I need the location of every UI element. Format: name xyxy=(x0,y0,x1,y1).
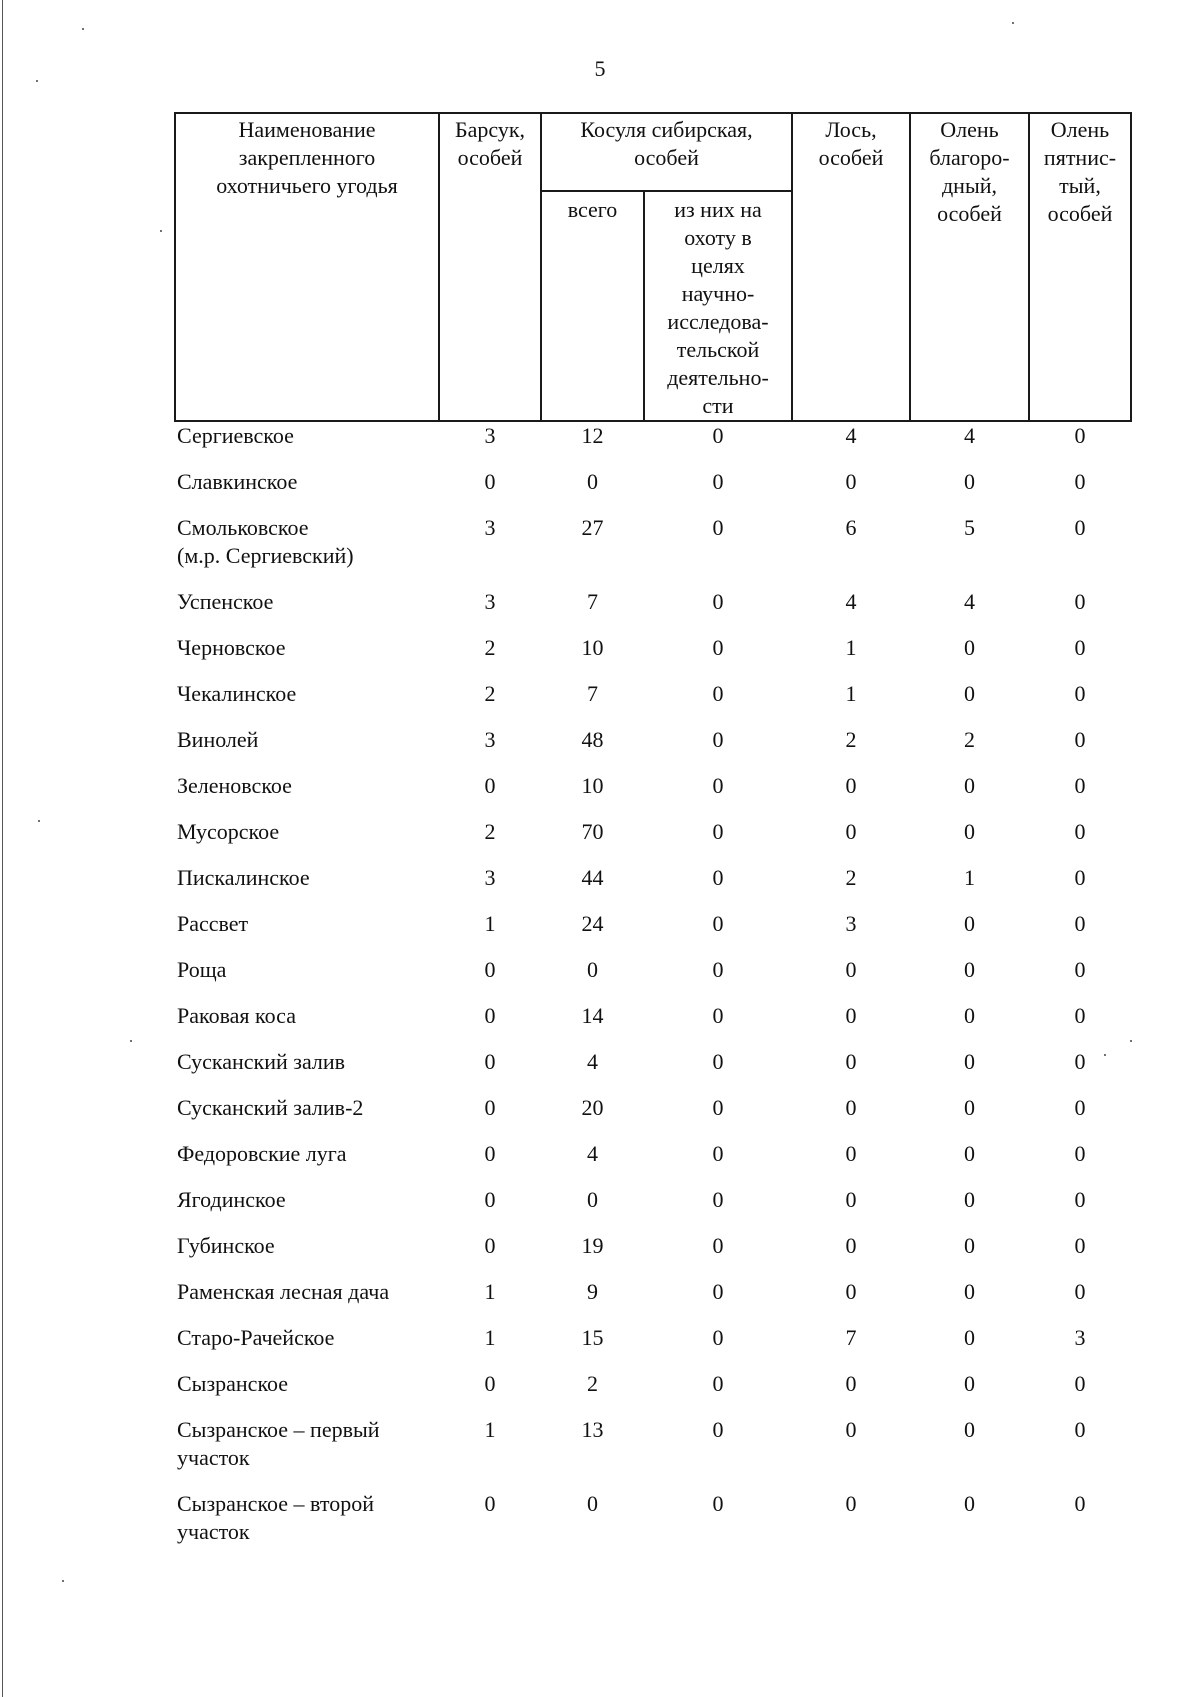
red-deer-cell: 0 xyxy=(964,1049,975,1074)
sika-deer-cell: 3 xyxy=(1074,1325,1086,1350)
page-number: 5 xyxy=(594,56,606,81)
roe-total-cell: 0 xyxy=(587,469,598,494)
roe-total-cell: 20 xyxy=(581,1095,604,1120)
table-row xyxy=(175,864,1131,910)
header-ground-name: Наименование закрепленного охотничьего угодья xyxy=(175,113,439,421)
badger-cell: 0 xyxy=(484,1491,496,1516)
ground-name-cell: Губинское xyxy=(177,1233,275,1258)
roe-research-cell: 0 xyxy=(712,1049,724,1074)
table-row xyxy=(175,1278,1131,1324)
roe-total-cell: 15 xyxy=(581,1325,604,1350)
sika-deer-cell: 0 xyxy=(1074,1417,1086,1442)
table-row xyxy=(175,588,1131,634)
roe-research-cell: 0 xyxy=(712,1233,724,1258)
scan-speck xyxy=(38,820,40,822)
moose-cell: 4 xyxy=(845,589,857,614)
roe-research-cell: 0 xyxy=(712,589,724,614)
ground-name-cell: Старо-Рачейское xyxy=(177,1325,335,1350)
roe-total-cell: 14 xyxy=(581,1003,604,1028)
roe-total-cell: 48 xyxy=(581,727,604,752)
sika-deer-cell: 0 xyxy=(1074,681,1086,706)
roe-research-cell: 0 xyxy=(712,635,724,660)
roe-research-cell: 0 xyxy=(712,1141,724,1166)
red-deer-cell: 2 xyxy=(964,727,975,752)
roe-research-cell: 0 xyxy=(712,1095,724,1120)
ground-name-cell: Федоровские луга xyxy=(177,1141,347,1166)
scan-speck xyxy=(130,1040,132,1042)
moose-cell: 2 xyxy=(845,865,857,890)
moose-cell: 0 xyxy=(845,1417,857,1442)
table-row xyxy=(175,910,1131,956)
moose-cell: 0 xyxy=(845,1491,857,1516)
table-row xyxy=(175,1416,1131,1490)
ground-name-cell: Зеленовское xyxy=(177,773,292,798)
ground-name-cell: Ягодинское xyxy=(177,1187,286,1212)
scan-speck xyxy=(160,230,162,232)
table-row xyxy=(175,634,1131,680)
table-row xyxy=(175,1002,1131,1048)
roe-research-cell: 0 xyxy=(712,1325,724,1350)
sika-deer-cell: 0 xyxy=(1074,515,1086,540)
table-row xyxy=(175,1140,1131,1186)
sika-deer-cell: 0 xyxy=(1074,865,1086,890)
hunting-grounds-table xyxy=(174,112,1132,1564)
red-deer-cell: 5 xyxy=(964,515,975,540)
badger-cell: 0 xyxy=(484,1187,496,1212)
roe-research-cell: 0 xyxy=(712,1003,724,1028)
moose-cell: 0 xyxy=(845,1003,857,1028)
ground-name-cell: Раковая коса xyxy=(177,1003,296,1028)
roe-total-cell: 0 xyxy=(587,957,598,982)
badger-cell: 2 xyxy=(484,819,496,844)
roe-total-cell: 24 xyxy=(581,911,604,936)
roe-total-cell: 12 xyxy=(581,423,604,448)
roe-total-cell: 7 xyxy=(587,681,598,706)
roe-research-cell: 0 xyxy=(712,1491,724,1516)
sika-deer-cell: 0 xyxy=(1074,1279,1086,1304)
badger-cell: 3 xyxy=(484,589,496,614)
moose-cell: 0 xyxy=(845,773,857,798)
red-deer-cell: 0 xyxy=(964,681,975,706)
roe-research-cell: 0 xyxy=(712,957,724,982)
table-row xyxy=(175,1186,1131,1232)
table-row xyxy=(175,1324,1131,1370)
table-row xyxy=(175,1232,1131,1278)
sika-deer-cell: 0 xyxy=(1074,1491,1086,1516)
roe-total-cell: 10 xyxy=(581,635,604,660)
moose-cell: 1 xyxy=(845,681,857,706)
table-row xyxy=(175,1094,1131,1140)
sika-deer-cell: 0 xyxy=(1074,423,1086,448)
page-left-edge-line xyxy=(2,0,3,1697)
moose-cell: 0 xyxy=(845,1141,857,1166)
badger-cell: 2 xyxy=(484,635,496,660)
sika-deer-cell: 0 xyxy=(1074,1049,1086,1074)
header-badger: Барсук, особей xyxy=(439,113,541,421)
table-row xyxy=(175,772,1131,818)
moose-cell: 0 xyxy=(845,1095,857,1120)
sika-deer-cell: 0 xyxy=(1074,1141,1086,1166)
moose-cell: 2 xyxy=(845,727,857,752)
red-deer-cell: 0 xyxy=(964,1279,975,1304)
table-row xyxy=(175,956,1131,1002)
badger-cell: 3 xyxy=(484,727,496,752)
table-row xyxy=(175,468,1131,514)
badger-cell: 3 xyxy=(484,423,496,448)
ground-name-cell: Чекалинское xyxy=(177,681,297,706)
badger-cell: 0 xyxy=(484,1095,496,1120)
roe-research-cell: 0 xyxy=(712,727,724,752)
red-deer-cell: 0 xyxy=(964,957,975,982)
roe-research-cell: 0 xyxy=(712,1417,724,1442)
header-sika-deer: Олень пятнис- тый, особей xyxy=(1029,113,1131,421)
roe-total-cell: 70 xyxy=(581,819,604,844)
sika-deer-cell: 0 xyxy=(1074,1233,1086,1258)
roe-total-cell: 2 xyxy=(587,1371,598,1396)
ground-name-cell: Рассвет xyxy=(177,911,249,936)
table-row xyxy=(175,1370,1131,1416)
red-deer-cell: 0 xyxy=(964,1233,975,1258)
badger-cell: 0 xyxy=(484,1233,496,1258)
badger-cell: 1 xyxy=(484,1325,496,1350)
ground-name-cell: Сызранское – второй участок xyxy=(177,1491,374,1544)
table-row xyxy=(175,1490,1131,1564)
roe-research-cell: 0 xyxy=(712,865,724,890)
red-deer-cell: 0 xyxy=(964,1491,975,1516)
moose-cell: 0 xyxy=(845,1049,857,1074)
ground-name-cell: Сергиевское xyxy=(177,423,294,448)
badger-cell: 1 xyxy=(484,1417,496,1442)
red-deer-cell: 0 xyxy=(964,1417,975,1442)
moose-cell: 0 xyxy=(845,1279,857,1304)
ground-name-cell: Сусканский залив xyxy=(177,1049,346,1074)
sika-deer-cell: 0 xyxy=(1074,1371,1086,1396)
moose-cell: 3 xyxy=(845,911,857,936)
moose-cell: 0 xyxy=(845,469,857,494)
sika-deer-cell: 0 xyxy=(1074,773,1086,798)
roe-research-cell: 0 xyxy=(712,1371,724,1396)
roe-total-cell: 10 xyxy=(581,773,604,798)
ground-name-cell: Успенское xyxy=(177,589,274,614)
red-deer-cell: 0 xyxy=(964,1141,975,1166)
badger-cell: 1 xyxy=(484,1279,496,1304)
table-row xyxy=(175,818,1131,864)
badger-cell: 0 xyxy=(484,773,496,798)
ground-name-cell: Черновское xyxy=(177,635,286,660)
roe-total-cell: 7 xyxy=(587,589,598,614)
header-roe-research: из них на охоту в целях научно- исследова- тельской деятельно- сти xyxy=(644,191,792,421)
badger-cell: 0 xyxy=(484,1141,496,1166)
sika-deer-cell: 0 xyxy=(1074,911,1086,936)
red-deer-cell: 0 xyxy=(964,1371,975,1396)
ground-name-cell: Сызранское – первый участок xyxy=(177,1417,380,1470)
moose-cell: 0 xyxy=(845,1371,857,1396)
sika-deer-cell: 0 xyxy=(1074,957,1086,982)
roe-total-cell: 4 xyxy=(587,1049,598,1074)
roe-total-cell: 27 xyxy=(581,515,604,540)
ground-name-cell: Славкинское xyxy=(177,469,298,494)
red-deer-cell: 4 xyxy=(964,589,975,614)
ground-name-cell: Раменская лесная дача xyxy=(177,1279,390,1304)
roe-research-cell: 0 xyxy=(712,819,724,844)
sika-deer-cell: 0 xyxy=(1074,819,1086,844)
badger-cell: 0 xyxy=(484,1049,496,1074)
roe-total-cell: 9 xyxy=(587,1279,598,1304)
red-deer-cell: 0 xyxy=(964,1325,975,1350)
ground-name-cell: Сызранское xyxy=(177,1371,289,1396)
red-deer-cell: 4 xyxy=(964,423,975,448)
roe-research-cell: 0 xyxy=(712,515,724,540)
badger-cell: 3 xyxy=(484,865,496,890)
sika-deer-cell: 0 xyxy=(1074,1003,1086,1028)
scan-speck xyxy=(1012,22,1014,24)
red-deer-cell: 0 xyxy=(964,635,975,660)
badger-cell: 0 xyxy=(484,469,496,494)
moose-cell: 4 xyxy=(845,423,857,448)
ground-name-cell: Смольковское (м.р. Сергиевский) xyxy=(177,515,354,568)
ground-name-cell: Винолей xyxy=(177,727,259,752)
ground-name-cell: Мусорское xyxy=(177,819,280,844)
ground-name-cell: Роща xyxy=(177,957,227,982)
red-deer-cell: 0 xyxy=(964,911,975,936)
red-deer-cell: 0 xyxy=(964,1187,975,1212)
red-deer-cell: 0 xyxy=(964,469,975,494)
sika-deer-cell: 0 xyxy=(1074,1187,1086,1212)
roe-total-cell: 13 xyxy=(581,1417,604,1442)
badger-cell: 2 xyxy=(484,681,496,706)
moose-cell: 0 xyxy=(845,1187,857,1212)
roe-research-cell: 0 xyxy=(712,681,724,706)
badger-cell: 0 xyxy=(484,1371,496,1396)
red-deer-cell: 0 xyxy=(964,1003,975,1028)
sika-deer-cell: 0 xyxy=(1074,635,1086,660)
ground-name-cell: Сусканский залив-2 xyxy=(177,1095,364,1120)
roe-total-cell: 19 xyxy=(581,1233,604,1258)
table-row xyxy=(175,514,1131,588)
moose-cell: 0 xyxy=(845,1233,857,1258)
red-deer-cell: 1 xyxy=(964,865,975,890)
header-roe-total: всего xyxy=(541,191,644,421)
scan-speck xyxy=(82,28,84,30)
header-roe-deer: Косуля сибирская, особей xyxy=(541,113,792,191)
roe-research-cell: 0 xyxy=(712,1187,724,1212)
scan-speck xyxy=(62,1580,64,1582)
ground-name-cell: Пискалинское xyxy=(177,865,310,890)
header-red-deer: Олень благоро- дный, особей xyxy=(910,113,1029,421)
roe-research-cell: 0 xyxy=(712,1279,724,1304)
red-deer-cell: 0 xyxy=(964,773,975,798)
red-deer-cell: 0 xyxy=(964,1095,975,1120)
moose-cell: 7 xyxy=(845,1325,857,1350)
sika-deer-cell: 0 xyxy=(1074,1095,1086,1120)
moose-cell: 1 xyxy=(845,635,857,660)
table-row xyxy=(175,680,1131,726)
roe-total-cell: 44 xyxy=(581,865,604,890)
roe-research-cell: 0 xyxy=(712,423,724,448)
table-row xyxy=(175,421,1131,468)
table-row xyxy=(175,726,1131,772)
roe-research-cell: 0 xyxy=(712,773,724,798)
roe-total-cell: 0 xyxy=(587,1187,598,1212)
red-deer-cell: 0 xyxy=(964,819,975,844)
sika-deer-cell: 0 xyxy=(1074,727,1086,752)
header-moose: Лось, особей xyxy=(792,113,910,421)
roe-research-cell: 0 xyxy=(712,911,724,936)
table-row xyxy=(175,1048,1131,1094)
badger-cell: 0 xyxy=(484,1003,496,1028)
moose-cell: 0 xyxy=(845,819,857,844)
sika-deer-cell: 0 xyxy=(1074,589,1086,614)
roe-research-cell: 0 xyxy=(712,469,724,494)
moose-cell: 6 xyxy=(845,515,857,540)
badger-cell: 3 xyxy=(484,515,496,540)
badger-cell: 1 xyxy=(484,911,496,936)
roe-total-cell: 0 xyxy=(587,1491,598,1516)
sika-deer-cell: 0 xyxy=(1074,469,1086,494)
badger-cell: 0 xyxy=(484,957,496,982)
roe-total-cell: 4 xyxy=(587,1141,598,1166)
moose-cell: 0 xyxy=(845,957,857,982)
